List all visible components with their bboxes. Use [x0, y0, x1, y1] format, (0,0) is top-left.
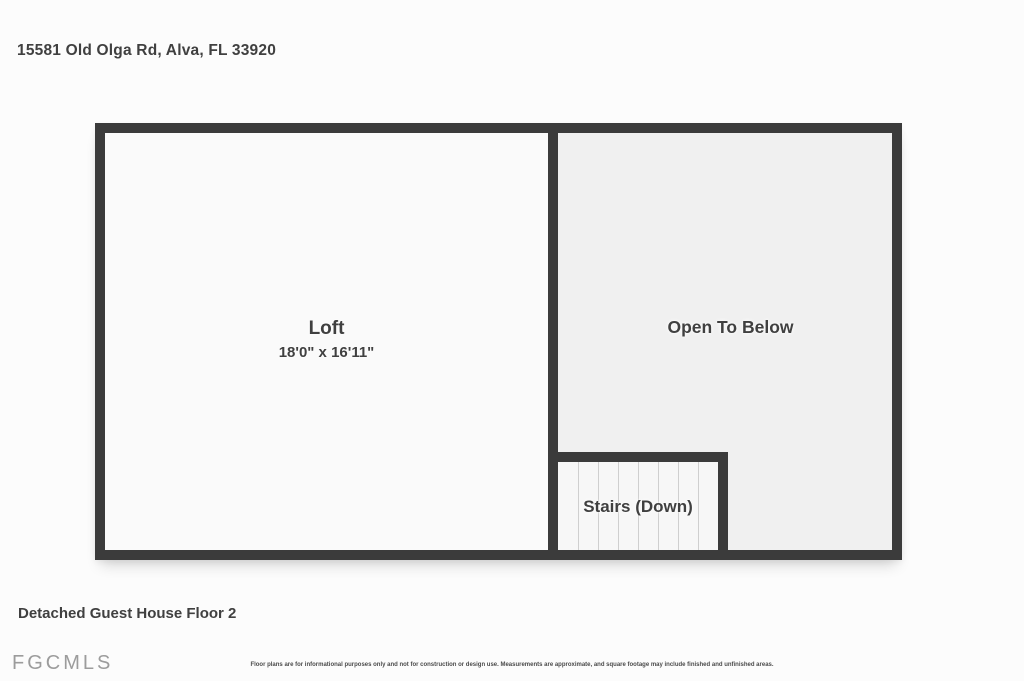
loft-dimensions: 18'0" x 16'11" — [278, 343, 375, 361]
floorplan-diagram — [95, 123, 902, 560]
room-label-loft — [105, 318, 548, 363]
stairs-wall-top — [548, 452, 728, 462]
interior-divider-wall — [548, 133, 558, 550]
page-title-address: 15581 Old Olga Rd, Alva, FL 33920 — [17, 42, 277, 59]
loft-name: Loft — [308, 318, 345, 339]
room-label-open-to-below: Open To Below — [667, 317, 794, 337]
floor-name-label: Detached Guest House Floor 2 — [18, 605, 237, 622]
fgcmls-logo: FGCMLS — [12, 652, 114, 674]
room-label-stairs: Stairs (Down) — [583, 497, 693, 516]
disclaimer-text: Floor plans are for informational purposes only and not for construction or design use. Measurements are approximate, and square footage may include finished and unfinished areas. — [250, 662, 774, 668]
